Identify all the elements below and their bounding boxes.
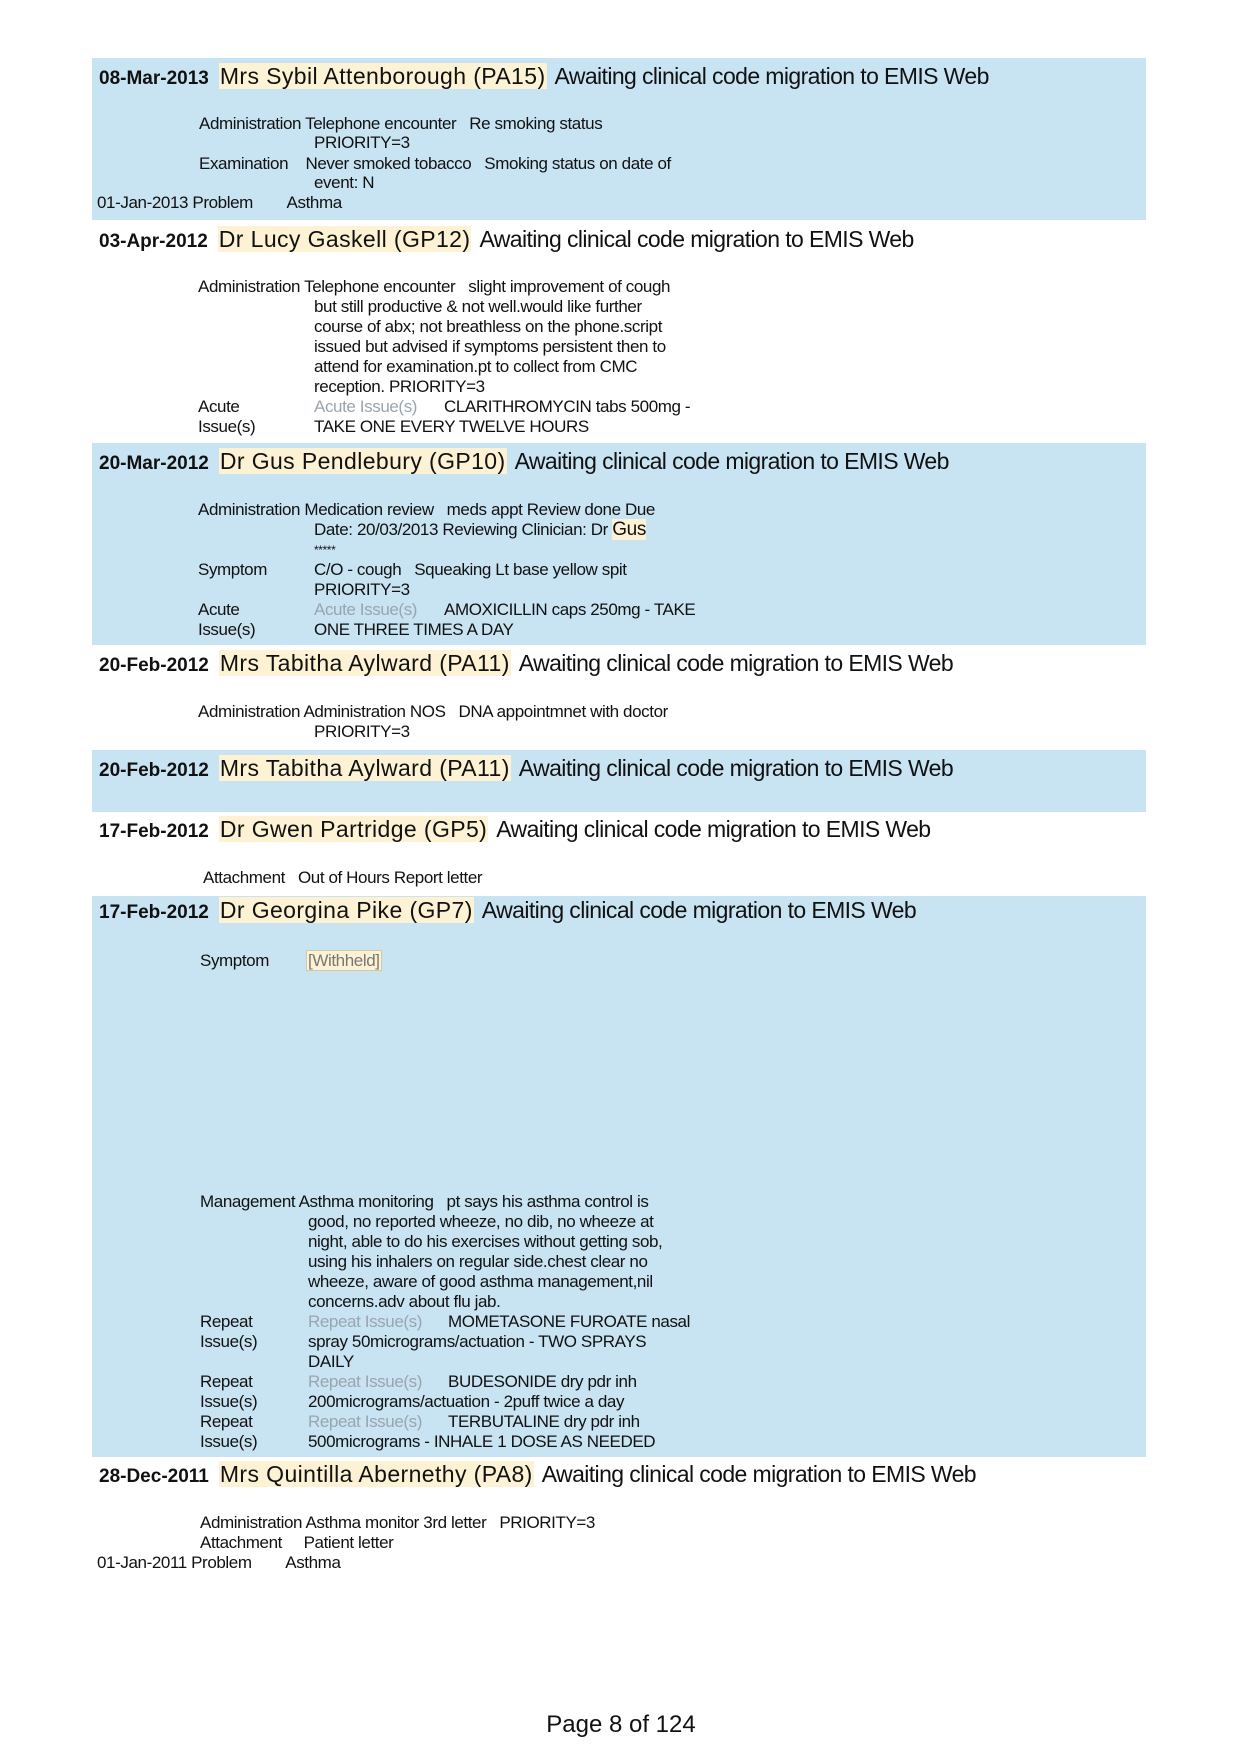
entry-line: night, able to do his exercises without getting sob, — [308, 1232, 663, 1251]
entry-line: Administration Telephone encounter slight improvement of cough — [198, 277, 671, 296]
medication-line: BUDESONIDE dry pdr inh — [448, 1372, 637, 1391]
entry-header — [99, 755, 953, 782]
clinician-name[interactable]: Mrs Tabitha Aylward (PA11) — [219, 650, 510, 676]
entry-line: PRIORITY=3 — [314, 133, 410, 152]
medication-line: ONE THREE TIMES A DAY — [314, 620, 514, 639]
entry-line: 01-Jan-2011 Problem Asthma — [97, 1553, 341, 1572]
entry-line: Issue(s) — [200, 1432, 258, 1451]
issue-type-label: Repeat Issue(s) — [308, 1312, 422, 1331]
page-number: Page 8 of 124 — [546, 1711, 696, 1738]
entry-line: PRIORITY=3 — [314, 722, 410, 741]
journal-entry — [92, 750, 1146, 812]
medication-line: AMOXICILLIN caps 250mg - TAKE — [444, 600, 696, 619]
entry-header — [99, 63, 989, 90]
journal-entry — [92, 1457, 1146, 1577]
entry-line: but still productive & not well.would like further — [314, 297, 642, 316]
entry-status: Awaiting clinical code migration to EMIS Web — [518, 650, 954, 676]
entry-line: Management Asthma monitoring pt says his asthma control is — [200, 1192, 649, 1211]
clinician-name[interactable]: Mrs Tabitha Aylward (PA11) — [219, 755, 510, 781]
entry-status: Awaiting clinical code migration to EMIS Web — [496, 816, 931, 842]
clinician-name[interactable]: Mrs Sybil Attenborough (PA15) — [219, 63, 546, 89]
entry-header — [99, 897, 916, 924]
entry-line: concerns.adv about flu jab. — [308, 1292, 501, 1311]
entry-line: Attachment Patient letter — [200, 1533, 394, 1552]
entry-status: Awaiting clinical code migration to EMIS Web — [479, 226, 914, 252]
journal-entry — [92, 220, 1146, 443]
entry-line: event: N — [314, 173, 375, 192]
entry-status: Awaiting clinical code migration to EMIS Web — [514, 448, 949, 474]
entry-line: attend for examination.pt to collect from CMC — [314, 357, 638, 376]
clinician-highlight: Gus — [612, 519, 646, 540]
clinician-name[interactable]: Mrs Quintilla Abernethy (PA8) — [219, 1461, 533, 1487]
entry-line: ***** — [314, 543, 336, 557]
journal-entry — [92, 812, 1146, 896]
journal-entry — [92, 58, 1146, 220]
medication-line: MOMETASONE FUROATE nasal — [448, 1312, 690, 1331]
entry-line: Symptom — [198, 560, 267, 579]
entry-line: Attachment Out of Hours Report letter — [203, 868, 483, 887]
entry-line: Acute — [198, 600, 240, 619]
entry-line: wheeze, aware of good asthma management,nil — [308, 1272, 653, 1291]
entry-line: course of abx; not breathless on the phone.script — [314, 317, 663, 336]
entry-line: good, no reported wheeze, no dib, no wheeze at — [308, 1212, 654, 1231]
review-text: Date: 20/03/2013 Reviewing Clinician: Dr — [314, 520, 608, 539]
entry-status: Awaiting clinical code migration to EMIS Web — [541, 1461, 976, 1487]
medication-line: DAILY — [308, 1352, 354, 1371]
entry-header — [99, 448, 949, 475]
entry-line: Issue(s) — [198, 417, 256, 436]
entry-line: Repeat — [200, 1372, 253, 1391]
entry-date: 17-Feb-2012 — [99, 821, 209, 842]
journal-entry — [92, 896, 1146, 1457]
entry-date: 28-Dec-2011 — [99, 1466, 209, 1487]
entry-date: 20-Mar-2012 — [99, 453, 209, 474]
entry-line: Administration Asthma monitor 3rd letter PRIORITY=3 — [200, 1513, 595, 1532]
clinician-name[interactable]: Dr Georgina Pike (GP7) — [219, 897, 473, 923]
entry-line: Symptom — [200, 951, 269, 970]
entry-status: Awaiting clinical code migration to EMIS Web — [481, 897, 917, 923]
entry-status: Awaiting clinical code migration to EMIS Web — [518, 755, 954, 781]
entry-line: Issue(s) — [198, 620, 256, 639]
entry-header — [99, 1461, 976, 1488]
withheld-item[interactable] — [306, 951, 382, 971]
journal-entry — [92, 645, 1146, 750]
entry-line: 01-Jan-2013 Problem Asthma — [97, 193, 342, 212]
entry-date: 03-Apr-2012 — [99, 231, 208, 252]
entry-line — [314, 520, 646, 540]
clinician-name[interactable]: Dr Gwen Partridge (GP5) — [219, 816, 488, 842]
entry-date: 20-Feb-2012 — [99, 655, 209, 676]
issue-type-label: Acute Issue(s) — [314, 397, 418, 416]
entry-line: Repeat — [200, 1412, 253, 1431]
issue-type-label: Repeat Issue(s) — [308, 1412, 422, 1431]
entry-date: 08-Mar-2013 — [99, 68, 209, 89]
entry-line: Acute — [198, 397, 240, 416]
entry-date: 17-Feb-2012 — [99, 902, 209, 923]
entry-line: Examination Never smoked tobacco Smoking status on date of — [199, 154, 671, 173]
issue-type-label: Repeat Issue(s) — [308, 1372, 422, 1391]
entry-line: reception. PRIORITY=3 — [314, 377, 485, 396]
entry-line: issued but advised if symptoms persistent then to — [314, 337, 666, 356]
entry-line: Repeat — [200, 1312, 253, 1331]
medication-line: spray 50micrograms/actuation - TWO SPRAYS — [308, 1332, 647, 1351]
issue-type-label: Acute Issue(s) — [314, 600, 418, 619]
medication-line: TERBUTALINE dry pdr inh — [448, 1412, 640, 1431]
withheld-label: [Withheld] — [308, 951, 380, 970]
entry-line: using his inhalers on regular side.chest clear no — [308, 1252, 648, 1271]
medication-line: CLARITHROMYCIN tabs 500mg - — [444, 397, 691, 416]
clinician-name[interactable]: Dr Gus Pendlebury (GP10) — [219, 448, 506, 474]
medication-line: 200micrograms/actuation - 2puff twice a day — [308, 1392, 625, 1411]
entry-date: 20-Feb-2012 — [99, 760, 209, 781]
entry-line: Issue(s) — [200, 1332, 258, 1351]
entry-header — [99, 226, 914, 253]
entry-line: Administration Medication review meds appt Review done Due — [198, 500, 655, 519]
entry-header — [99, 816, 930, 843]
clinician-name[interactable]: Dr Lucy Gaskell (GP12) — [218, 226, 471, 252]
medication-line: TAKE ONE EVERY TWELVE HOURS — [314, 417, 589, 436]
entry-header — [99, 650, 953, 677]
entry-line: Issue(s) — [200, 1392, 258, 1411]
entry-line: Administration Telephone encounter Re smoking status — [199, 114, 603, 133]
medication-line: 500micrograms - INHALE 1 DOSE AS NEEDED — [308, 1432, 656, 1451]
entry-status: Awaiting clinical code migration to EMIS Web — [554, 63, 989, 89]
journal-entry — [92, 443, 1146, 645]
entry-line: C/O - cough Squeaking Lt base yellow spit — [314, 560, 627, 579]
entry-line: PRIORITY=3 — [314, 580, 410, 599]
entry-line: Administration Administration NOS DNA appointmnet with doctor — [198, 702, 668, 721]
